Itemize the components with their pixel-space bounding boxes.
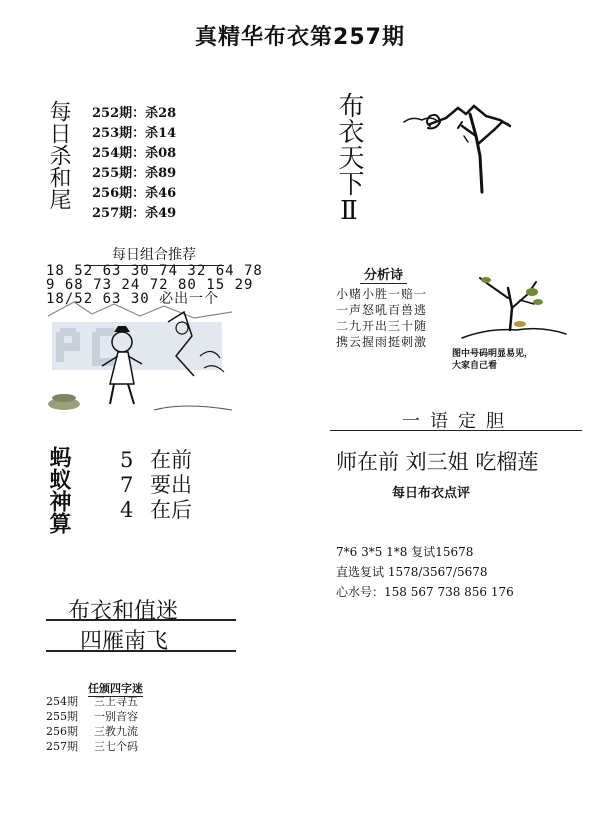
cloth-world-label: 布衣天下Ⅱ: [334, 92, 364, 226]
combo-row: 18 52 63 30 74 32 64 78: [46, 263, 263, 279]
list-item: [120, 498, 192, 523]
ant-number: 4: [120, 498, 134, 522]
ant-text: 要出: [150, 473, 192, 497]
one-word-body: 师在前 刘三姐 吃榴莲: [336, 450, 539, 474]
list-item: 252期：杀28: [92, 106, 177, 121]
period: 254期: [46, 695, 78, 708]
list-item: [46, 739, 138, 754]
analysis-note: [452, 348, 533, 372]
ink-landscape-illustration: [400, 96, 540, 204]
figure-illustration: [44, 292, 236, 420]
ant-text: 在后: [150, 498, 192, 522]
combo-row: 18/52 63 30 必出一个: [46, 291, 220, 307]
note-line: 大家自己看: [452, 361, 498, 371]
list-item: 253期：杀14: [92, 126, 177, 141]
page-title: 真精华布衣第257期: [195, 25, 405, 50]
number-line: 心水号：158 567 738 856 176: [336, 585, 514, 599]
list-item: [120, 473, 192, 498]
divider: [46, 619, 236, 621]
combo-row: 9 68 73 24 72 80 15 29: [46, 277, 254, 293]
list-item: [46, 709, 138, 724]
four-word-riddle-list: [46, 694, 138, 754]
list-item: 256期：杀46: [92, 186, 177, 201]
list-item: 254期：杀08: [92, 146, 177, 161]
ant-text: 在前: [150, 448, 192, 472]
riddle-text: 三上寻五: [94, 695, 138, 708]
list-item: [120, 448, 192, 473]
list-item: [46, 694, 138, 709]
poem-line: 小赌小胜一赔一: [336, 287, 428, 301]
tree-illustration: [458, 268, 568, 348]
number-line: 直选复试 1578/3567/5678: [336, 565, 488, 579]
daily-combo-title: 每日组合推荐: [84, 244, 224, 266]
riddle-text: 一别音容: [94, 710, 138, 723]
riddle-text: 三教九流: [94, 725, 138, 738]
poem-line: 携云握雨挺刺激: [336, 335, 428, 349]
analysis-poem-lines: [336, 286, 427, 350]
ant-god-label: 蚂蚁神算: [46, 446, 71, 534]
period: 256期: [46, 725, 78, 738]
ant-god-list: [120, 448, 192, 523]
riddle-answer: 四雁南飞: [80, 629, 169, 654]
poem-line: 一声怒吼百兽逃: [336, 303, 428, 317]
ant-number: 7: [120, 473, 134, 497]
list-item: [46, 724, 138, 739]
ant-number: 5: [120, 448, 134, 472]
daily-kill-label: 每日杀和尾: [46, 100, 71, 210]
number-line: 7*6 3*5 1*8 复试15678: [336, 545, 474, 559]
four-word-riddle-title: 任颁四字迷: [88, 682, 143, 695]
one-word-subtitle: 每日布衣点评: [392, 486, 471, 501]
daily-kill-list: [92, 104, 176, 224]
one-word-title: 一语定胆: [402, 411, 514, 432]
recommended-numbers: [336, 542, 514, 602]
riddle-text: 三七个码: [94, 740, 138, 753]
divider: [46, 650, 236, 652]
analysis-poem-title: 分析诗: [360, 264, 407, 284]
riddle-title: 布衣和值迷: [68, 599, 179, 624]
period: 257期: [46, 740, 78, 753]
period: 255期: [46, 710, 78, 723]
note-line: 图中号码明显易见，: [452, 349, 534, 359]
divider: [330, 430, 582, 431]
list-item: 255期：杀89: [92, 166, 177, 181]
list-item: 257期：杀49: [92, 206, 177, 221]
poem-line: 二九开出三十随: [336, 319, 428, 333]
